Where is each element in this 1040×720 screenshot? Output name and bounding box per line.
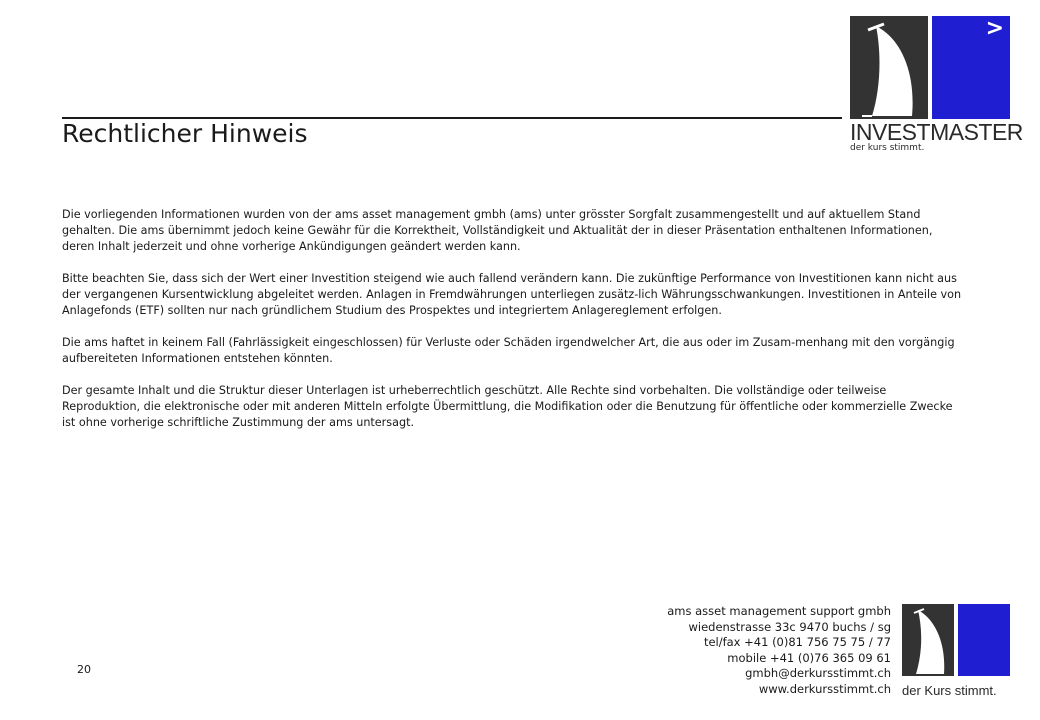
paragraph-liability: Die ams haftet in keinem Fall (Fahrlässigkeit eingeschlossen) für Verluste oder Schäden irgendwelcher Art, die aus oder im Zusam-menhang mit den vorgängig aufbereiteten Informationen entstehen könnten. (62, 336, 955, 365)
disclaimer-body (62, 207, 962, 447)
paragraph-information: Die vorliegenden Informationen wurden von der ams asset management gmbh (ams) unter grösster Sorgfalt zusammengestellt und auf aktuellem Stand gehalten. Die ams übernimmt jedoch keine Gewähr für die Korrektheit, Vollständigkeit und Aktualität der in dieser Präsentation enthaltenen Informationen, deren Inhalt jederzeit und ohne vorherige Ankündigungen geändert werden kann. (62, 208, 933, 253)
paragraph-copyright: Der gesamte Inhalt und die Struktur dieser Unterlagen ist urheberrechtlich geschützt. Alle Rechte sind vorbehalten. Die vollständige oder teilweise Reproduktion, die elektronische oder mit anderen Mitteln erfolgte Übermittlung, die Modifikation oder die Benutzung für öffentliche oder kommerzielle Zwecke ist ohne vorherige schriftliche Zustimmung der ams untersagt. (62, 384, 953, 429)
footer-logo-slogan: der Kurs stimmt. (902, 683, 997, 698)
footer-logo-dark-panel (902, 604, 954, 676)
sail-icon (850, 16, 928, 119)
arrow-icon: > (985, 16, 1004, 41)
logo-dark-panel (850, 16, 928, 119)
footer-logo (902, 604, 1012, 700)
contact-email[interactable]: gmbh@derkursstimmt.ch (745, 666, 891, 680)
contact-block (667, 604, 891, 697)
footer-logo-blue-panel (958, 604, 1010, 676)
page-title: Rechtlicher Hinweis (62, 119, 308, 148)
logo-blue-panel (932, 16, 1010, 119)
paragraph-investment-risk: Bitte beachten Sie, dass sich der Wert einer Investition steigend wie auch fallend verändern kann. Die zukünftige Performance von Investitionen kann nicht aus der vergangenen Kursentwicklung abgeleitet werden. Anlagen in Fremdwährungen unterliegen zusätz-lich Währungsschwankungen. Investitionen in Anteile von Anlagefonds (ETF) sollten nur nach gründlichem Studium des Prospektes und integriertem Anlagereglement erfolgen. (62, 272, 962, 317)
contact-mobile: mobile +41 (0)76 365 09 61 (727, 650, 891, 665)
footer-sail-icon (902, 604, 954, 676)
investmaster-logo (850, 16, 1023, 156)
logo-slogan: der kurs stimmt. (850, 143, 925, 153)
contact-company: ams asset management support gmbh (667, 604, 891, 618)
contact-address: wiedenstrasse 33c 9470 buchs / sg (688, 619, 891, 634)
contact-website[interactable]: www.derkursstimmt.ch (758, 681, 891, 696)
logo-brand-name: INVESTMASTER (850, 119, 1023, 145)
page-number: 20 (77, 663, 91, 676)
contact-telfax: tel/fax +41 (0)81 756 75 75 / 77 (703, 635, 891, 649)
